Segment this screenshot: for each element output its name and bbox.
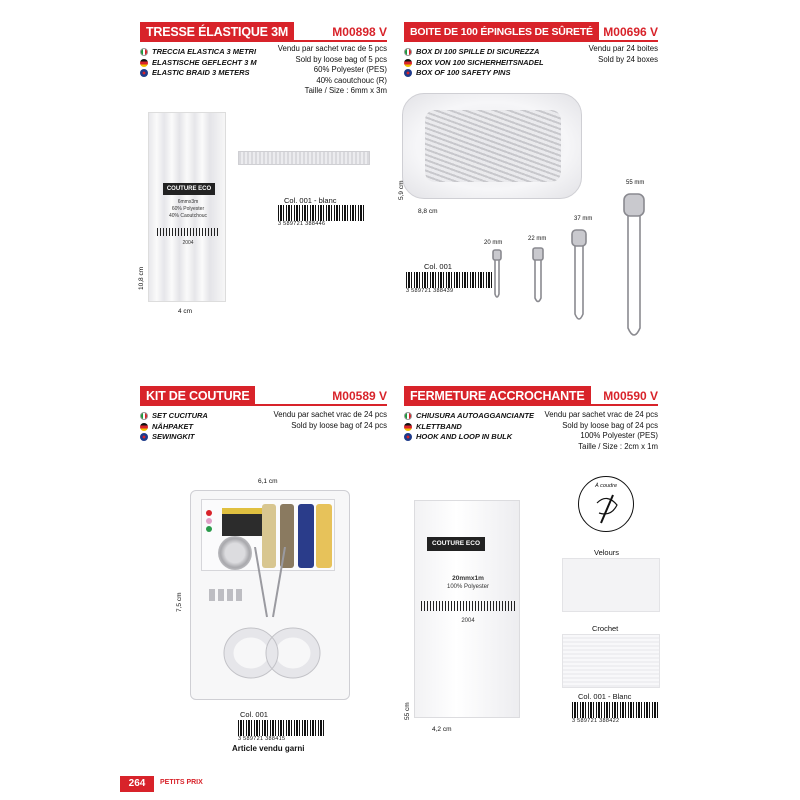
barcode: 3 589721 388415 (238, 720, 324, 742)
dimension-width: 8,8 cm (418, 208, 438, 215)
color-caption: Col. 001 (424, 262, 452, 271)
product-title: KIT DE COUTURE (140, 386, 255, 406)
safety-pin-icon (493, 250, 501, 297)
barcode: 3 589721 388422 (572, 702, 658, 724)
italy-flag-icon (140, 412, 148, 420)
safety-pin-icon (572, 230, 586, 319)
product-title: FERMETURE ACCROCHANTE (404, 386, 591, 406)
product-ref: M00696 V (603, 25, 658, 39)
dimension-height: 5,9 cm (398, 180, 405, 200)
color-caption: Col. 001 - blanc (284, 196, 337, 205)
velours-label: Velours (594, 548, 620, 557)
safety-pins-image (484, 186, 664, 346)
dimension-width: 4 cm (178, 308, 193, 315)
product-header-4 (404, 386, 658, 406)
safety-pin-icon (533, 248, 543, 302)
elastic-package-image: COUTURE ECO 6mmx3m 60% Polyester 40% Caoutchouc 2004 (148, 112, 226, 302)
package-barcode (157, 228, 219, 236)
pin-size-label: 20 mm (484, 240, 503, 246)
dimension-width: 6,1 cm (258, 478, 278, 485)
italy-flag-icon (404, 412, 412, 420)
translations-2: BOX DI 100 SPILLE DI SICUREZZA BOX VON 100 SICHERHEITSNADEL BOX OF 100 SAFETY PINS (404, 47, 544, 79)
product-title: TRESSE ÉLASTIQUE 3M (140, 22, 294, 42)
barcode: 3 589721 388439 (406, 272, 492, 294)
needle-thread-icon (593, 493, 621, 525)
translations-3: SET CUCITURA NÄHPAKET SEWINGKIT (140, 411, 208, 443)
product-ref: M00589 V (332, 389, 387, 403)
sew-on-badge: À coudre (578, 476, 634, 532)
section-name: PETITS PRIX (160, 779, 203, 786)
uk-flag-icon (140, 69, 148, 77)
note-garnished: Article vendu garni (232, 744, 305, 753)
dimension-width: 4,2 cm (432, 726, 452, 733)
uk-flag-icon (404, 69, 412, 77)
safety-pin-icon (624, 194, 644, 335)
translations-1: TRECCIA ELASTICA 3 METRI ELASTISCHE GEFLECHT 3 M ELASTIC BRAID 3 METERS (140, 47, 257, 79)
product-header-3 (140, 386, 387, 406)
germany-flag-icon (140, 59, 148, 67)
translations-4: CHIUSURA AUTOAGGANCIANTE KLETTBAND HOOK AND LOOP IN BULK (404, 411, 534, 443)
color-caption: Col. 001 (240, 710, 268, 719)
product-info-3: Vendu par sachet vrac de 24 pcs Sold by loose bag of 24 pcs (273, 410, 387, 430)
velours-swatch (562, 558, 660, 612)
uk-flag-icon (404, 433, 412, 441)
product-info-2: Vendu par 24 boites Sold by 24 boxes (588, 44, 658, 64)
italy-flag-icon (404, 48, 412, 56)
product-info-1: Vendu par sachet vrac de 5 pcs Sold by loose bag of 5 pcs 60% Polyester (PES) 40% caoutchouc (R) Taille / Size : 6mm x 3m (277, 44, 387, 95)
product-ref: M00898 V (332, 25, 387, 39)
pin-size-label: 37 mm (574, 216, 593, 222)
package-barcode (421, 601, 515, 611)
elastic-strip-image (238, 151, 370, 165)
product-info-4: Vendu par sachet vrac de 24 pcs Sold by loose bag of 24 pcs 100% Polyester (PES) Taille / Size : 2cm x 1m (544, 410, 658, 451)
product-header-1 (140, 22, 387, 42)
page-number: 264 (120, 776, 154, 792)
germany-flag-icon (404, 423, 412, 431)
uk-flag-icon (140, 433, 148, 441)
crochet-swatch (562, 634, 660, 688)
pin-size-label: 22 mm (528, 236, 547, 242)
germany-flag-icon (140, 423, 148, 431)
barcode: 3 589721 388446 (278, 205, 364, 227)
safety-pin-box-image (402, 93, 582, 199)
color-caption: Col. 001 - Blanc (578, 692, 632, 701)
dimension-height: 10,8 cm (138, 266, 145, 290)
dimension-height: 7,5 cm (176, 592, 183, 612)
product-title: BOITE DE 100 ÉPINGLES DE SÛRETÉ (404, 22, 599, 42)
product-ref: M00590 V (603, 389, 658, 403)
velcro-package-image: COUTURE ECO 20mmx1m 100% Polyester 2004 (414, 500, 520, 718)
brand-logo: COUTURE ECO (163, 183, 215, 195)
dimension-height: 55 cm (404, 702, 411, 720)
brand-logo: COUTURE ECO (427, 537, 485, 551)
italy-flag-icon (140, 48, 148, 56)
product-header-2 (404, 22, 658, 42)
germany-flag-icon (404, 59, 412, 67)
pin-size-label: 55 mm (626, 180, 645, 186)
sewing-kit-image (190, 490, 350, 700)
crochet-label: Crochet (592, 624, 619, 633)
